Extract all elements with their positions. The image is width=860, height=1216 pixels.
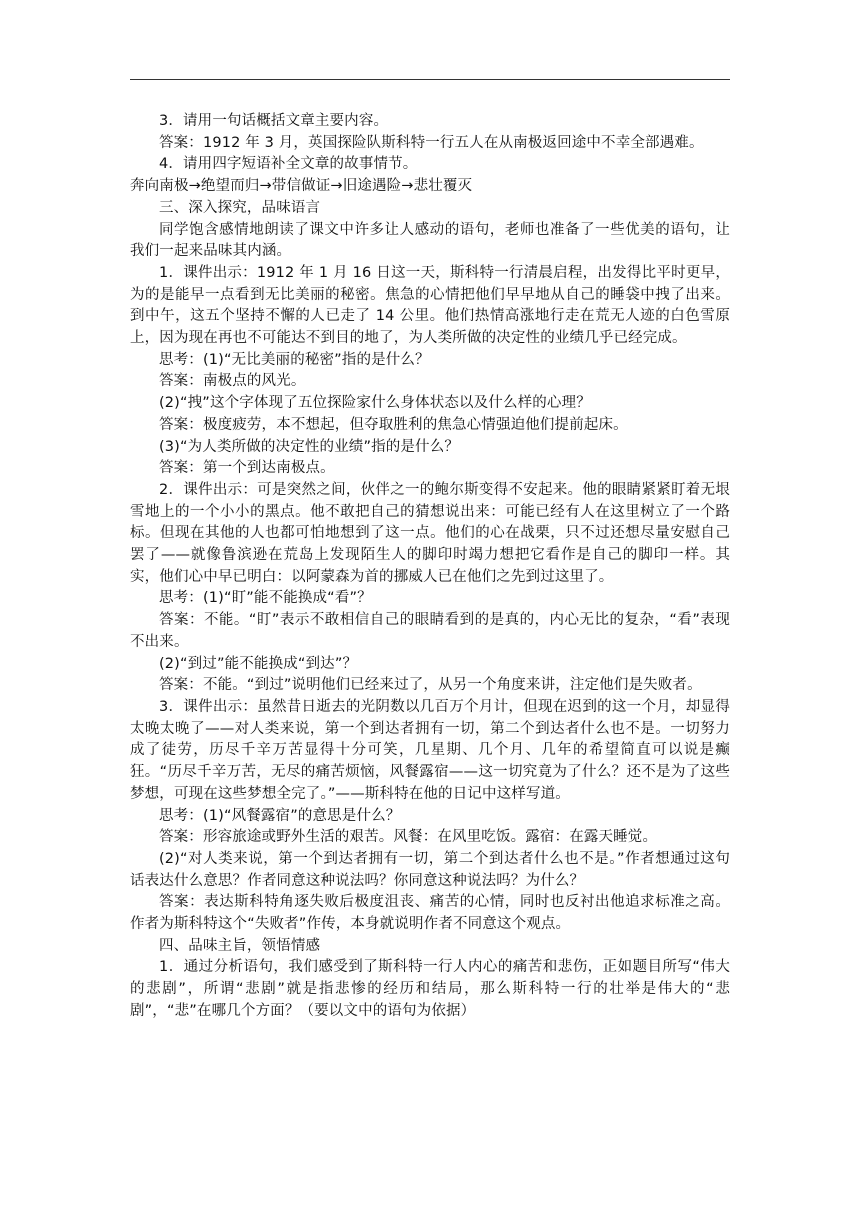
paragraph: (3)“为人类所做的决定性的业绩”指的是什么？ — [159, 438, 460, 455]
paragraph: 答案：不能。“到过”说明他们已经来过了，从另一个角度来讲，注定他们是失败者。 — [159, 677, 702, 694]
paragraph: (2)“拽”这个字体现了五位探险家什么身体状态以及什么样的心理？ — [159, 395, 591, 412]
paragraph: 奔向南极→绝望而归→带信做证→旧途遇险→悲壮覆灭 — [130, 178, 473, 195]
paragraph: 1．通过分析语句，我们感受到了斯科特一行人内心的痛苦和悲伤，正如题目所写“伟大的悲剧”，所谓“悲剧”就是指悲惨的经历和结局，那么斯科特一行的壮举是伟大的“悲剧”，“悲”在哪几个方面？（要以文中的语句为依据） — [130, 959, 730, 1019]
paragraph: 答案：南极点的风光。 — [159, 373, 306, 390]
paragraph: 答案：形容旅途或野外生活的艰苦。风餐：在风里吃饭。露宿：在露天睡觉。 — [159, 829, 658, 846]
paragraph: 答案：第一个到达南极点。 — [159, 460, 335, 477]
paragraph: 思考：(1)“盯”能不能换成“看”？ — [159, 590, 372, 607]
paragraph: 答案：不能。“盯”表示不敢相信自己的眼睛看到的是真的，内心无比的复杂，“看”表现不出来。 — [130, 612, 730, 650]
paragraph: 同学饱含感情地朗读了课文中许多让人感动的语句，老师也准备了一些优美的语句，让我们一起来品味其内涵。 — [130, 221, 730, 260]
paragraph: 3．课件出示：虽然昔日逝去的光阴数以几百万个月计，但现在迟到的这一个月，却显得太晚太晚了——对人类来说，第一个到达者拥有一切，第二个到达者什么也不是。一切努力成了徒劳，历尽千辛万苦显得十分可笑，几星期、几个月、几年的希望简直可以说是癫狂。“历尽千辛万苦，无尽的痛苦烦恼，风餐露宿——这一切究竟为了什么？还不是为了这些梦想，可现在这些梦想全完了。”——斯科特在他的日记中这样写道。 — [130, 698, 730, 802]
paragraph: 答案：1912 年 3 月，英国探险队斯科特一行五人在从南极返回途中不幸全部遇难。 — [159, 134, 704, 151]
section-heading: 三、深入探究，品味语言 — [159, 199, 321, 216]
section-heading: 四、品味主旨，领悟情感 — [159, 937, 321, 954]
paragraph: 2．课件出示：可是突然之间，伙伴之一的鲍尔斯变得不安起来。他的眼睛紧紧盯着无垠雪地上的一个小小的黑点。他不敢把自己的猜想说出来：可能已经有人在这里树立了一个路标。但现在其他的人也都可怕地想到了这一点。他们的心在战栗，只不过还想尽量安慰自己罢了——就像鲁滨逊在荒岛上发现陌生人的脚印时竭力想把它看作是自己的脚印一样。其实，他们心中早已明白：以阿蒙森为首的挪威人已在他们之先到过这里了。 — [130, 481, 730, 585]
document-body — [130, 111, 730, 1023]
paragraph: (2)“对人类来说，第一个到达者拥有一切，第二个到达者什么也不是。”作者想通过这句话表达什么意思？作者同意这种说法吗？你同意这种说法吗？为什么？ — [130, 850, 730, 889]
paragraph: 思考：(1)“无比美丽的秘密”指的是什么？ — [159, 351, 430, 368]
paragraph: 4．请用四字短语补全文章的故事情节。 — [159, 156, 418, 173]
paragraph: 1．课件出示：1912 年 1 月 16 日这一天，斯科特一行清晨启程，出发得比平时更早，为的是能早一点看到无比美丽的秘密。焦急的心情把他们早早地从自己的睡袋中拽了出来。到中午，这五个坚持不懈的人已走了 14 公里。他们热情高涨地行走在荒无人迹的白色雪原上，因为现在再也不可能达不到目的地了，为人类所做的决定性的业绩几乎已经完成。 — [130, 264, 730, 347]
paragraph: 3．请用一句话概括文章主要内容。 — [159, 113, 389, 129]
paragraph: (2)“到过”能不能换成“到达”？ — [159, 655, 358, 672]
header-rule — [130, 79, 730, 80]
paragraph: 答案：极度疲劳，本不想起，但夺取胜利的焦急心情强迫他们提前起床。 — [159, 416, 628, 433]
paragraph: 思考：(1)“风餐露宿”的意思是什么？ — [159, 807, 401, 824]
paragraph: 答案：表达斯科特角逐失败后极度沮丧、痛苦的心情，同时也反衬出他追求标准之高。作者为斯科特这个“失败者”作传，本身就说明作者不同意这个观点。 — [130, 894, 730, 933]
